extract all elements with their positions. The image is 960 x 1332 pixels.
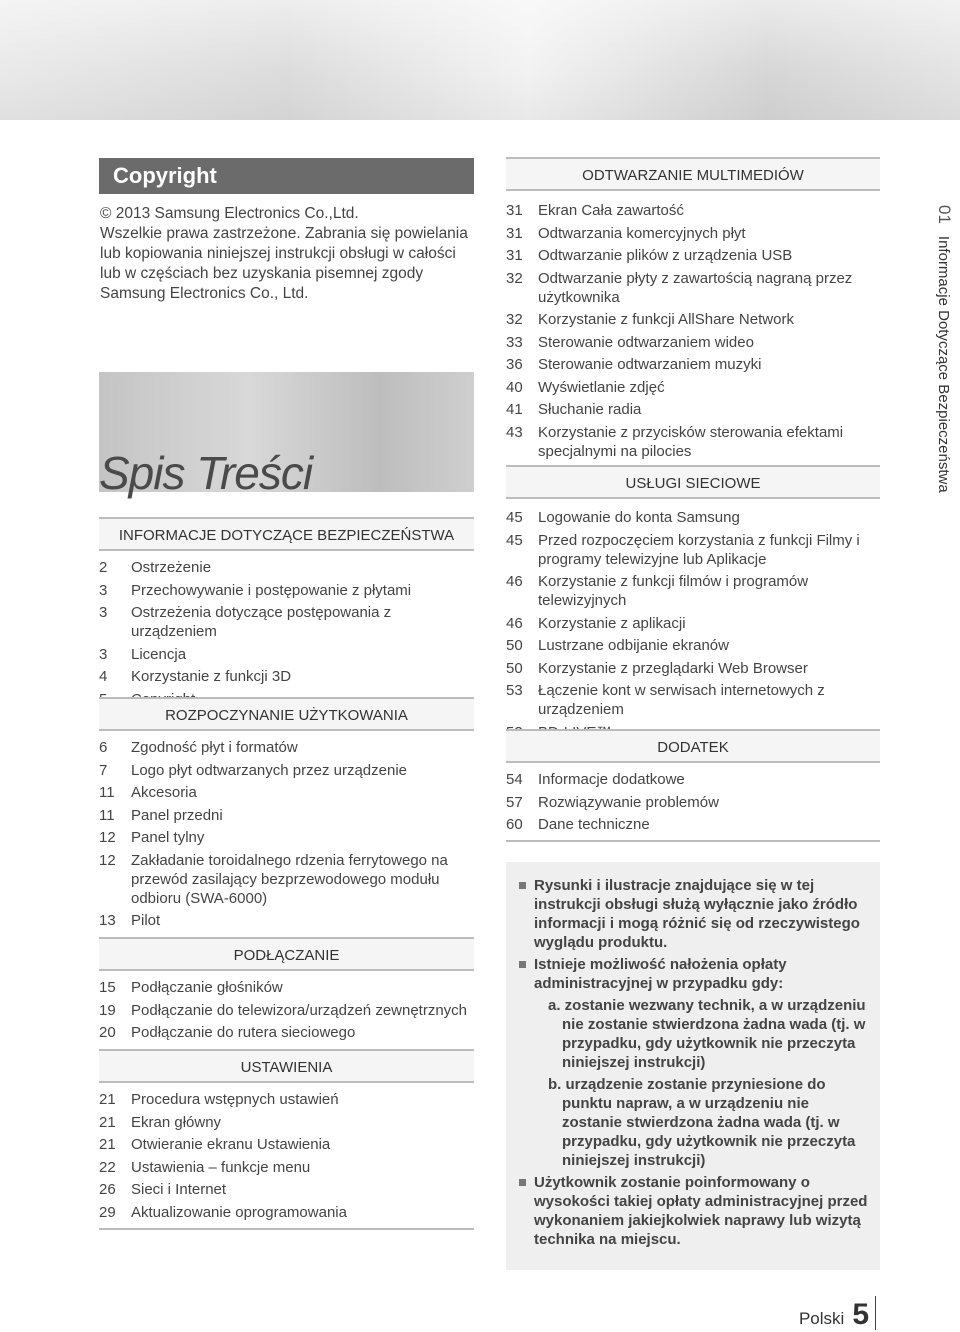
section-heading: ROZPOCZYNANIE UŻYTKOWANIA (99, 697, 474, 731)
toc-page: 29 (99, 1203, 116, 1221)
toc-item[interactable] (99, 783, 474, 802)
toc-page: 32 (506, 269, 523, 287)
toc-page: 31 (506, 247, 523, 264)
toc-text: Podłączanie do rutera sieciowego (131, 1024, 356, 1041)
toc-page: 4 (99, 668, 108, 685)
toc-page: 11 (99, 806, 115, 824)
footer-language: Polski (798, 1309, 845, 1328)
footer-divider (875, 1296, 876, 1330)
toc-item[interactable] (506, 400, 880, 419)
toc-item[interactable] (99, 1203, 474, 1222)
copyright-body (100, 204, 480, 304)
toc-page: 13 (99, 912, 116, 929)
divider (99, 1228, 474, 1230)
toc-list (506, 770, 880, 838)
toc-text: Zakładanie toroidalnego rdzenia ferrytowego na przewód zasilający bezprzewodowego modułu odbioru (SWA-6000) (131, 851, 448, 907)
toc-page: 50 (506, 637, 523, 654)
toc-text: Panel tylny (131, 829, 205, 846)
toc-item[interactable] (99, 978, 474, 997)
toc-item[interactable] (99, 603, 474, 641)
toc-item[interactable] (99, 1090, 474, 1109)
toc-item[interactable] (506, 659, 880, 678)
toc-page: 3 (99, 581, 108, 599)
note-item: Rysunki i ilustracje znajdujące się w tej instrukcji obsługi służą wyłącznie jako źródło informacji i mogą różnić się od rzeczywistego wyglądu produktu. (516, 876, 870, 952)
toc-text: Korzystanie z przycisków sterowania efektami specjalnymi na pilocies (538, 423, 844, 460)
toc-page: 21 (99, 1136, 116, 1153)
toc-item[interactable] (506, 614, 880, 633)
toc-text: Licencja (131, 645, 187, 663)
toc-item[interactable] (99, 1113, 474, 1132)
toc-page: 19 (99, 1001, 116, 1019)
toc-text: Pilot (131, 912, 161, 929)
toc-text: Korzystanie z przeglądarki Web Browser (538, 659, 808, 677)
toc-item[interactable] (99, 761, 474, 780)
toc-item[interactable] (506, 508, 880, 527)
page-footer (799, 1290, 876, 1332)
toc-page: 45 (506, 509, 523, 526)
note-item: Użytkownik zostanie poinformowany o wysokości takiej opłaty administracyjnej przed wykonaniem jakiejkolwiek naprawy lub wizytą technika na miejscu. (516, 1173, 870, 1249)
toc-item[interactable] (506, 224, 880, 243)
toc-page: 20 (99, 1024, 116, 1041)
toc-item[interactable] (506, 333, 880, 352)
toc-page: 32 (506, 311, 523, 328)
toc-item[interactable] (506, 355, 880, 374)
toc-text: Korzystanie z funkcji 3D (131, 668, 292, 685)
toc-item[interactable] (506, 423, 880, 461)
toc-page: 53 (506, 682, 523, 699)
toc-page: 21 (99, 1091, 116, 1108)
toc-item[interactable] (99, 828, 474, 847)
toc-list (99, 558, 474, 712)
toc-text: Korzystanie z funkcji AllShare Network (538, 311, 794, 328)
toc-text: Logo płyt odtwarzanych przez urządzenie (131, 761, 407, 779)
toc-item[interactable] (506, 201, 880, 220)
divider (506, 840, 880, 842)
copyright-line: Wszelkie prawa zastrzeżone. Zabrania się powielania lub kopiowania niniejszej instrukcji obsługi w całości lub w częściach bez uzyskania pisemnej zgody Samsung Electronics Co., Ltd. (100, 225, 468, 302)
toc-text: Sterowanie odtwarzaniem wideo (538, 333, 754, 351)
note-subitem: a. zostanie wezwany technik, a w urządzeniu nie zostanie stwierdzona żadna wada (tj. w przypadku, gdy użytkownik nie przeczyta niniejszej instrukcji) (548, 997, 866, 1071)
toc-text: Ostrzeżenie (131, 559, 212, 576)
toc-item[interactable] (506, 310, 880, 329)
toc-text: Rozwiązywanie problemów (538, 793, 719, 811)
chapter-label: Informacje Dotyczące Bezpieczeństwa (935, 235, 952, 493)
note-subitem: b. urządzenie zostanie przyniesione do punktu napraw, a w urządzeniu nie zostanie stwierdzona żadna wada (tj. w przypadku, gdy użytkownik nie przeczyta niniejszej instrukcji) (548, 1076, 856, 1169)
toc-item[interactable] (506, 815, 880, 834)
toc-text: Podłączanie do telewizora/urządzeń zewnętrznych (131, 1001, 468, 1019)
toc-item[interactable] (99, 581, 474, 600)
toc-item[interactable] (506, 793, 880, 812)
toc-page: 54 (506, 771, 523, 788)
toc-item[interactable] (506, 531, 880, 569)
toc-page: 57 (506, 793, 523, 811)
toc-text: Informacje dodatkowe (538, 771, 685, 788)
toc-item[interactable] (99, 738, 474, 757)
toc-text: Ekran Cała zawartość (538, 202, 684, 219)
toc-item[interactable] (99, 1135, 474, 1154)
section-heading: USŁUGI SIECIOWE (506, 465, 880, 499)
toc-page: 2 (99, 559, 108, 576)
toc-page: 50 (506, 659, 523, 677)
toc-page: 12 (99, 829, 116, 846)
toc-page: 26 (99, 1181, 116, 1198)
toc-page: 41 (506, 401, 523, 418)
toc-text: Panel przedni (131, 806, 223, 824)
toc-item[interactable] (506, 681, 880, 719)
toc-page: 31 (506, 224, 523, 242)
toc-item[interactable] (99, 806, 474, 825)
toc-page: 40 (506, 378, 523, 396)
toc-list (99, 978, 474, 1046)
toc-text: Dane techniczne (538, 816, 650, 833)
chapter-side-tab (926, 205, 956, 535)
toc-page: 45 (506, 531, 523, 549)
toc-text: Sieci i Internet (131, 1181, 227, 1198)
toc-text: Ekran główny (131, 1113, 222, 1131)
toc-text: Odtwarzanie płyty z zawartością nagraną przez użytkownika (538, 269, 853, 306)
toc-item[interactable] (506, 572, 880, 610)
toc-text: Ustawienia – funkcje menu (131, 1158, 311, 1176)
copyright-heading: Copyright (99, 158, 474, 194)
toc-text: Odtwarzania komercyjnych płyt (538, 224, 746, 242)
toc-text: Otwieranie ekranu Ustawienia (131, 1136, 331, 1153)
toc-list (99, 1090, 474, 1225)
toc-item[interactable] (99, 558, 474, 577)
toc-item[interactable] (506, 770, 880, 789)
page-number: 5 (852, 1298, 869, 1331)
note-item: Istnieje możliwość nałożenia opłaty administracyjnej w przypadku gdy: (516, 955, 870, 993)
toc-text: Korzystanie z funkcji filmów i programów telewizyjnych (538, 573, 809, 609)
section-heading: ODTWARZANIE MULTIMEDIÓW (506, 157, 880, 191)
toc-page: 33 (506, 333, 523, 351)
toc-item[interactable] (99, 645, 474, 664)
chapter-number: 01 (935, 205, 954, 224)
toc-list (99, 738, 474, 934)
toc-text: Korzystanie z aplikacji (538, 614, 686, 632)
toc-text: Lustrzane odbijanie ekranów (538, 637, 729, 654)
toc-item[interactable] (506, 246, 880, 265)
notes-box (506, 862, 880, 1270)
toc-text: Ostrzeżenia dotyczące postępowania z urządzeniem (131, 604, 392, 640)
copyright-line: © 2013 Samsung Electronics Co.,Ltd. (100, 205, 359, 222)
toc-text: Słuchanie radia (538, 401, 642, 418)
toc-page: 31 (506, 202, 523, 219)
section-heading: INFORMACJE DOTYCZĄCE BEZPIECZEŃSTWA (99, 517, 474, 551)
toc-page: 46 (506, 614, 523, 632)
toc-page: 43 (506, 423, 523, 441)
toc-item[interactable] (99, 1001, 474, 1020)
toc-banner (99, 372, 474, 499)
toc-text: Podłączanie głośników (131, 979, 283, 996)
toc-page: 11 (99, 784, 115, 801)
toc-list (506, 201, 880, 464)
toc-page: 7 (99, 761, 108, 779)
toc-text: Logowanie do konta Samsung (538, 509, 740, 526)
toc-page: 3 (99, 645, 108, 663)
toc-text: Przechowywanie i postępowanie z płytami (131, 581, 412, 599)
toc-text: Zgodność płyt i formatów (131, 739, 298, 756)
toc-item[interactable] (506, 636, 880, 655)
toc-item[interactable] (99, 1023, 474, 1042)
toc-text: Odtwarzanie plików z urządzenia USB (538, 247, 793, 264)
toc-text: Procedura wstępnych ustawień (131, 1091, 339, 1108)
toc-item[interactable] (99, 1180, 474, 1199)
toc-text: Wyświetlanie zdjęć (538, 378, 665, 396)
toc-page: 3 (99, 604, 108, 621)
toc-item[interactable] (99, 911, 474, 930)
section-heading: USTAWIENIA (99, 1049, 474, 1083)
toc-text: Sterowanie odtwarzaniem muzyki (538, 356, 762, 373)
section-heading: PODŁĄCZANIE (99, 937, 474, 971)
toc-page: 22 (99, 1158, 116, 1176)
toc-item[interactable] (99, 1158, 474, 1177)
section-heading: DODATEK (506, 729, 880, 763)
toc-item[interactable] (506, 378, 880, 397)
toc-text: Przed rozpoczęciem korzystania z funkcji Filmy i programy telewizyjne lub Aplikacje (538, 531, 860, 568)
toc-page: 36 (506, 356, 523, 373)
toc-item[interactable] (99, 851, 474, 908)
toc-page: 46 (506, 573, 523, 590)
toc-title: Spis Treści (99, 447, 313, 499)
top-banner (0, 0, 960, 120)
toc-page: 12 (99, 851, 116, 869)
toc-page: 21 (99, 1113, 116, 1131)
toc-page: 6 (99, 739, 108, 756)
toc-list (506, 508, 880, 745)
toc-item[interactable] (99, 667, 474, 686)
toc-text: Łączenie kont w serwisach internetowych z urządzeniem (538, 682, 825, 718)
toc-text: Aktualizowanie oprogramowania (131, 1203, 347, 1221)
toc-text: Akcesoria (131, 784, 197, 801)
toc-page: 15 (99, 979, 116, 996)
toc-item[interactable] (506, 269, 880, 307)
toc-page: 60 (506, 816, 523, 833)
